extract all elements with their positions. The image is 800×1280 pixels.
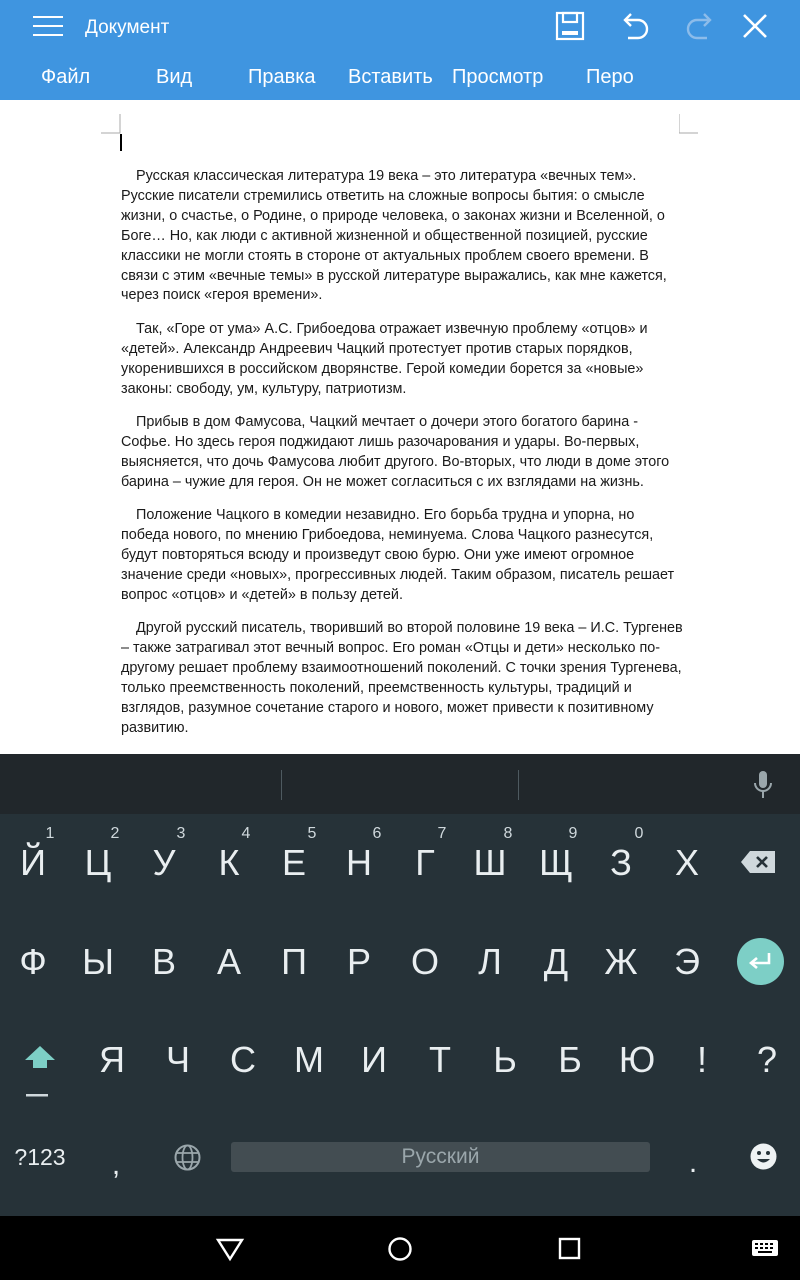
paragraph[interactable]: Положение Чацкого в комедии незавидно. Его борьба трудна и упорна, но победа нового, по мнению Грибоедова, неминуема. Слова Чацкого разнесутся, будут повторяться всюду и произведут свою бурю. Они уже имеют огромное значение среди «новых», прогрессивных людей. Таким образом, писатель решает вопрос «отцов» и «детей» в пользу детей. <box>121 507 675 603</box>
shift-key[interactable] <box>22 1042 58 1100</box>
comma-key[interactable]: , <box>111 1148 121 1181</box>
key-row1-7[interactable]: Ш <box>473 842 507 883</box>
key-row2-1[interactable]: Ы <box>82 941 114 982</box>
language-globe-icon[interactable] <box>173 1143 202 1172</box>
key-hint: 2 <box>110 825 120 842</box>
title-row <box>0 0 800 55</box>
paragraph[interactable]: Так, «Горе от ума» А.С. Грибоедова отражает извечную проблему «отцов» и «детей». Александр Андреевич Чацкий протестует против старых порядков, укоренившихся в российском дворянстве. Герой комедии борется за «новые» законы: свободу, ум, культуру, патриотизм. <box>121 320 648 397</box>
symbols-key[interactable]: ?123 <box>14 1144 66 1170</box>
key-hint: 6 <box>372 825 382 842</box>
text-cursor <box>120 134 122 151</box>
key-row3-9[interactable]: ! <box>696 1039 707 1080</box>
key-row2-8[interactable]: Д <box>543 941 569 982</box>
menu-review[interactable]: Просмотр <box>452 66 544 88</box>
key-row3-6[interactable]: Ь <box>493 1039 517 1080</box>
menu-icon[interactable] <box>33 16 63 36</box>
document-canvas[interactable] <box>0 100 800 754</box>
key-hint: 9 <box>568 825 578 842</box>
close-icon[interactable] <box>738 9 772 43</box>
suggestion-divider <box>518 770 519 800</box>
backspace-key[interactable] <box>740 848 778 876</box>
key-row3-4[interactable]: И <box>361 1039 387 1080</box>
key-hint: 3 <box>176 825 186 842</box>
key-hint: 4 <box>241 825 251 842</box>
menu-edit[interactable]: Правка <box>248 66 316 88</box>
app-bar <box>0 0 800 100</box>
key-hint: 5 <box>307 825 317 842</box>
key-row3-7[interactable]: Б <box>558 1039 582 1080</box>
key-row1-4[interactable]: Е <box>281 842 306 883</box>
key-row3-0[interactable]: Я <box>99 1039 125 1080</box>
key-row3-5[interactable]: Т <box>429 1039 451 1080</box>
paragraph[interactable]: Русская классическая литература 19 века – это литература «вечных тем». Русские писатели стремились ответить на сложные вопросы бытия: о смысле жизни, о счастье, о Родине, о природе человека, о законах жизни и Вселенной, о Боге… Но, как люди с активной жизненной и общественной позицией, русские классики не могли стоять в стороне от актуальных проблем своего времени. В связи с этим «вечные темы» в русской литературе выражались, как мне кажется, через поиск «героя времени». <box>121 168 667 304</box>
key-row2-6[interactable]: О <box>410 941 439 982</box>
microphone-icon[interactable] <box>750 769 776 801</box>
key-row3-8[interactable]: Ю <box>618 1039 656 1080</box>
period-key[interactable]: . <box>688 1146 698 1179</box>
page-corner-mark-right <box>679 114 699 134</box>
document-title: Документ <box>85 17 170 38</box>
enter-icon <box>737 938 784 985</box>
key-row3-1[interactable]: Ч <box>166 1039 190 1080</box>
menu-view[interactable]: Вид <box>156 66 193 88</box>
key-row1-6[interactable]: Г <box>415 842 435 883</box>
key-row2-2[interactable]: В <box>151 941 176 982</box>
back-icon[interactable] <box>215 1236 245 1262</box>
key-row1-1[interactable]: Ц <box>84 842 112 883</box>
suggestion-bar <box>0 754 800 814</box>
key-row2-4[interactable]: П <box>281 941 307 982</box>
suggestion-divider <box>281 770 282 800</box>
key-row2-0[interactable]: Ф <box>19 941 47 982</box>
key-row3-10[interactable]: ? <box>756 1039 778 1080</box>
undo-icon[interactable] <box>618 9 652 43</box>
key-row1-8[interactable]: Щ <box>539 842 573 883</box>
key-row1-10[interactable]: Х <box>674 842 699 883</box>
menu-insert[interactable]: Вставить <box>348 66 433 88</box>
recents-icon[interactable] <box>558 1237 582 1261</box>
key-row1-5[interactable]: Н <box>346 842 372 883</box>
keyboard-switch-icon[interactable] <box>751 1239 779 1257</box>
key-row2-3[interactable]: А <box>216 941 241 982</box>
key-row2-7[interactable]: Л <box>478 941 502 982</box>
space-key[interactable]: Русский <box>231 1142 650 1172</box>
key-row2-10[interactable]: Э <box>674 941 700 982</box>
key-row3-3[interactable]: М <box>294 1039 324 1080</box>
key-row2-5[interactable]: Р <box>346 941 371 982</box>
soft-keyboard <box>0 754 800 1216</box>
key-hint: 0 <box>634 825 644 842</box>
key-hint: 8 <box>503 825 513 842</box>
redo-icon[interactable] <box>683 9 717 43</box>
page-corner-mark-left <box>101 114 121 134</box>
document-body[interactable] <box>121 167 683 752</box>
menu-bar <box>0 62 800 94</box>
key-row3-2[interactable]: С <box>230 1039 256 1080</box>
emoji-icon[interactable] <box>749 1142 778 1171</box>
navigation-bar <box>0 1216 800 1280</box>
key-row1-9[interactable]: З <box>610 842 632 883</box>
save-icon[interactable] <box>553 9 587 43</box>
enter-key[interactable] <box>737 938 784 985</box>
key-hint: 7 <box>437 825 447 842</box>
paragraph[interactable]: Прибыв в дом Фамусова, Чацкий мечтает о дочери этого богатого барина - Софье. Но здесь героя поджидают лишь разочарования и удары. Во-первых, выясняется, что дочь Фамусова любит другого. Во-вторых, что люди в доме этого барина – чужие для героя. Он не может согласиться с их взглядами на жизнь. <box>121 413 670 490</box>
key-row1-0[interactable]: Й <box>20 842 46 883</box>
key-hint: 1 <box>45 825 55 842</box>
key-row1-3[interactable]: К <box>218 842 240 883</box>
menu-file[interactable]: Файл <box>41 66 91 88</box>
key-row2-9[interactable]: Ж <box>604 941 638 982</box>
home-icon[interactable] <box>387 1236 413 1262</box>
paragraph[interactable]: Другой русский писатель, творивший во второй половине 19 века – И.С. Тургенев – также затрагивал этот вечный вопрос. Его роман «Отцы и дети» несколько по-другому решает проблему взаимоотношений поколений. С точки зрения Тургенева, только преемственность поколений, преемственность культуры, традиций и взглядов, разумное сочетание старого и нового, может привести к позитивному развитию. <box>121 620 683 736</box>
menu-pen[interactable]: Перо <box>586 66 634 88</box>
key-row1-2[interactable]: У <box>152 842 176 883</box>
